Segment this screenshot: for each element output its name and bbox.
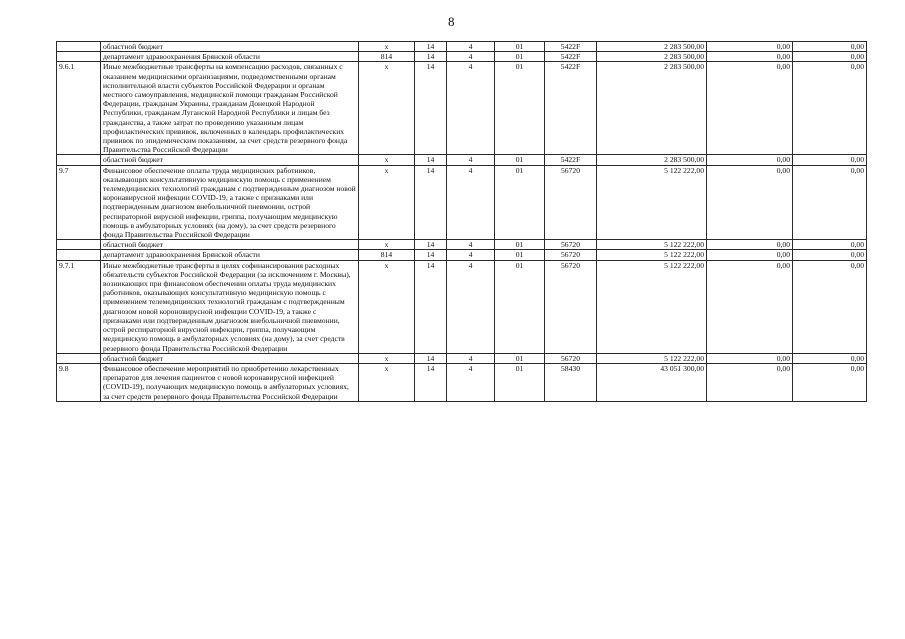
row-name: департамент здравоохранения Брянской области bbox=[101, 250, 359, 260]
subsection-code: 4 bbox=[447, 62, 495, 155]
program-code: 01 bbox=[495, 42, 545, 52]
amount-current-year: 5 122 222,00 bbox=[597, 353, 707, 363]
section-code: 14 bbox=[415, 52, 447, 62]
amount-plan-year: 0,00 bbox=[793, 155, 867, 165]
page-number: 8 bbox=[448, 14, 455, 29]
amount-next-year: 0,00 bbox=[707, 363, 793, 401]
section-code: 14 bbox=[415, 240, 447, 250]
amount-current-year: 5 122 222,00 bbox=[597, 240, 707, 250]
section-code: 14 bbox=[415, 155, 447, 165]
row-number: 9.7 bbox=[57, 165, 101, 240]
table-row bbox=[57, 260, 867, 353]
direction-code: 5422F bbox=[545, 155, 597, 165]
row-number: 9.8 bbox=[57, 363, 101, 401]
amount-current-year: 5 122 222,00 bbox=[597, 165, 707, 240]
row-number: 9.7.1 bbox=[57, 260, 101, 353]
amount-plan-year: 0,00 bbox=[793, 353, 867, 363]
amount-next-year: 0,00 bbox=[707, 240, 793, 250]
direction-code: 56720 bbox=[545, 165, 597, 240]
row-name: Финансовое обеспечение мероприятий по приобретению лекарственных препаратов для лечения пациентов с новой коронавирусной инфекцией (COVID-19), получающих медицинскую помощь в амбулаторных условиях, за счет средств резервного фонда Правительства Российской Федерации bbox=[101, 363, 359, 401]
table-row bbox=[57, 52, 867, 62]
row-name: областной бюджет bbox=[101, 42, 359, 52]
table-row bbox=[57, 240, 867, 250]
admin-code: x bbox=[359, 260, 415, 353]
admin-code: x bbox=[359, 353, 415, 363]
subsection-code: 4 bbox=[447, 353, 495, 363]
direction-code: 56720 bbox=[545, 250, 597, 260]
table-row bbox=[57, 250, 867, 260]
section-code: 14 bbox=[415, 353, 447, 363]
row-number bbox=[57, 240, 101, 250]
program-code: 01 bbox=[495, 62, 545, 155]
program-code: 01 bbox=[495, 363, 545, 401]
direction-code: 58430 bbox=[545, 363, 597, 401]
subsection-code: 4 bbox=[447, 240, 495, 250]
amount-current-year: 2 283 500,00 bbox=[597, 62, 707, 155]
table-row bbox=[57, 62, 867, 155]
budget-table-body bbox=[57, 42, 867, 402]
direction-code: 5422F bbox=[545, 62, 597, 155]
section-code: 14 bbox=[415, 250, 447, 260]
amount-plan-year: 0,00 bbox=[793, 52, 867, 62]
row-name: Финансовое обеспечение оплаты труда медицинских работников, оказывающих консультативную медицинскую помощь с применением телемедицинских технологий гражданам с подтвержденным диагнозом новой коронавирусной инфекции COVID-19, а также с признаками или подтвержденным диагнозом внебольничной пневмонии, острой респираторной вирусной инфекции, гриппа, получающим медицинскую помощь в амбулаторных условиях (на дому), за счет средств резервного фонда Правительства Российской Федерации bbox=[101, 165, 359, 240]
amount-plan-year: 0,00 bbox=[793, 62, 867, 155]
table-row bbox=[57, 363, 867, 401]
amount-current-year: 2 283 500,00 bbox=[597, 155, 707, 165]
subsection-code: 4 bbox=[447, 250, 495, 260]
row-name: областной бюджет bbox=[101, 240, 359, 250]
section-code: 14 bbox=[415, 165, 447, 240]
amount-current-year: 2 283 500,00 bbox=[597, 42, 707, 52]
program-code: 01 bbox=[495, 52, 545, 62]
subsection-code: 4 bbox=[447, 52, 495, 62]
admin-code: x bbox=[359, 42, 415, 52]
amount-plan-year: 0,00 bbox=[793, 42, 867, 52]
row-name: областной бюджет bbox=[101, 155, 359, 165]
program-code: 01 bbox=[495, 250, 545, 260]
direction-code: 5422F bbox=[545, 42, 597, 52]
row-number bbox=[57, 353, 101, 363]
amount-current-year: 5 122 222,00 bbox=[597, 260, 707, 353]
table-row bbox=[57, 165, 867, 240]
program-code: 01 bbox=[495, 155, 545, 165]
subsection-code: 4 bbox=[447, 165, 495, 240]
table-row bbox=[57, 42, 867, 52]
row-name: департамент здравоохранения Брянской области bbox=[101, 52, 359, 62]
amount-current-year: 2 283 500,00 bbox=[597, 52, 707, 62]
admin-code: x bbox=[359, 240, 415, 250]
amount-plan-year: 0,00 bbox=[793, 240, 867, 250]
amount-next-year: 0,00 bbox=[707, 52, 793, 62]
admin-code: x bbox=[359, 363, 415, 401]
program-code: 01 bbox=[495, 165, 545, 240]
amount-plan-year: 0,00 bbox=[793, 363, 867, 401]
table-row bbox=[57, 155, 867, 165]
row-number bbox=[57, 250, 101, 260]
amount-current-year: 43 051 300,00 bbox=[597, 363, 707, 401]
row-number: 9.6.1 bbox=[57, 62, 101, 155]
program-code: 01 bbox=[495, 240, 545, 250]
row-number bbox=[57, 42, 101, 52]
amount-plan-year: 0,00 bbox=[793, 260, 867, 353]
row-name: Иные межбюджетные трансферты на компенсацию расходов, связанных с оказанием медицинскими организациями, подведомственными органам исполнительной власти субъектов Российской Федерации и органам местного самоуправления, медицинской помощи гражданам Российской Федерации, гражданам Украины, гражданам Донецкой Народной Республики, гражданам Луганской Народной Республики и лицам без гражданства, а также затрат по проведению указанным лицам профилактических прививок, включенных в календарь профилактических прививок по эпидемическим показаниям, за счет средств резервного фонда Правительства Российской Федерации bbox=[101, 62, 359, 155]
subsection-code: 4 bbox=[447, 260, 495, 353]
direction-code: 56720 bbox=[545, 260, 597, 353]
amount-plan-year: 0,00 bbox=[793, 250, 867, 260]
amount-next-year: 0,00 bbox=[707, 62, 793, 155]
row-number bbox=[57, 155, 101, 165]
program-code: 01 bbox=[495, 353, 545, 363]
table-row bbox=[57, 353, 867, 363]
row-name: областной бюджет bbox=[101, 353, 359, 363]
subsection-code: 4 bbox=[447, 155, 495, 165]
direction-code: 56720 bbox=[545, 240, 597, 250]
program-code: 01 bbox=[495, 260, 545, 353]
amount-next-year: 0,00 bbox=[707, 155, 793, 165]
section-code: 14 bbox=[415, 62, 447, 155]
amount-next-year: 0,00 bbox=[707, 353, 793, 363]
row-name: Иные межбюджетные трансферты в целях софинансирования расходных обязательств субъектов Российской Федерации (за исключением г. Москвы), возникающих при финансовом обеспечении оплаты труда медицинских работников, оказывающих консультативную медицинскую помощь с применением телемедицинских технологий гражданам с подтвержденным диагнозом новой короновирусной инфекции COVID-19, а также с признаками или подтвержденным диагнозом внебольничной пневмонии, острой респираторной вирусной инфекции, гриппа, получающим медицинскую помощь в амбулаторных условиях (на дому), за счет средств резервного фонда Правительства Российской Федерации bbox=[101, 260, 359, 353]
section-code: 14 bbox=[415, 260, 447, 353]
amount-current-year: 5 122 222,00 bbox=[597, 250, 707, 260]
row-number bbox=[57, 52, 101, 62]
section-code: 14 bbox=[415, 42, 447, 52]
amount-plan-year: 0,00 bbox=[793, 165, 867, 240]
amount-next-year: 0,00 bbox=[707, 260, 793, 353]
admin-code: x bbox=[359, 155, 415, 165]
admin-code: x bbox=[359, 62, 415, 155]
budget-table bbox=[56, 41, 867, 402]
direction-code: 56720 bbox=[545, 353, 597, 363]
admin-code: 814 bbox=[359, 250, 415, 260]
subsection-code: 4 bbox=[447, 363, 495, 401]
admin-code: x bbox=[359, 165, 415, 240]
amount-next-year: 0,00 bbox=[707, 165, 793, 240]
subsection-code: 4 bbox=[447, 42, 495, 52]
direction-code: 5422F bbox=[545, 52, 597, 62]
admin-code: 814 bbox=[359, 52, 415, 62]
amount-next-year: 0,00 bbox=[707, 42, 793, 52]
amount-next-year: 0,00 bbox=[707, 250, 793, 260]
section-code: 14 bbox=[415, 363, 447, 401]
